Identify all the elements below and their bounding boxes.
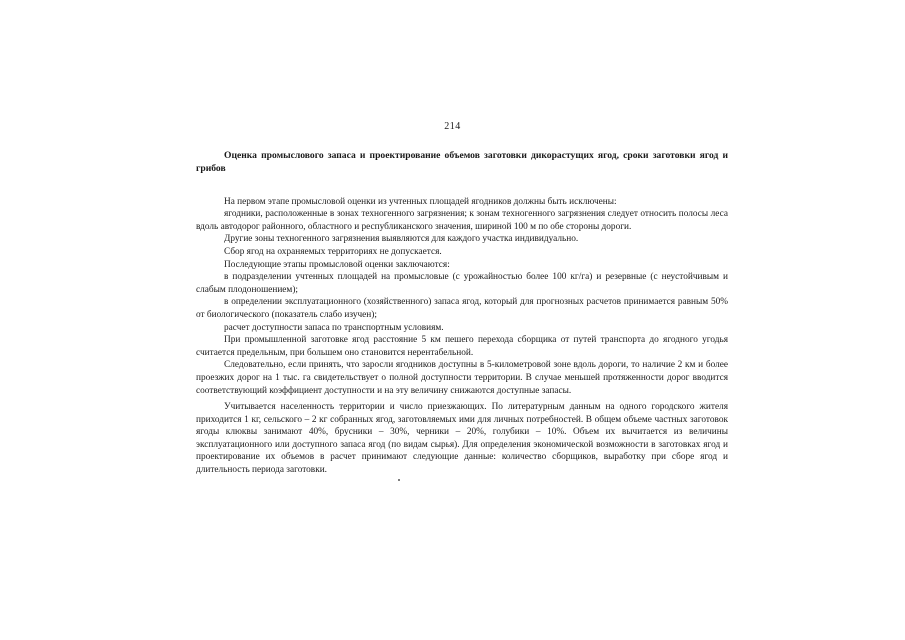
scan-speck [398, 479, 400, 481]
section-title: Оценка промыслового запаса и проектирование объемов заготовки дикорастущих ягод, сроки заготовки ягод и грибов [196, 150, 728, 174]
paragraph-4: Сбор ягод на охраняемых территориях не допускается. [224, 246, 442, 257]
paragraph-9: При промышленной заготовке ягод расстояние 5 км пешего перехода сборщика от путей транспорта до ягодного угодья считается предельным, при большем оно становится нерентабельной. [196, 335, 728, 358]
paragraph-11: Учитывается населенность территории и число приезжающих. По литературным данным на одного городского жителя приходится 1 кг, сельского – 2 кг собранных ягод, заготовляемых ими для личных потребностей. В общем объеме частных заготовок ягоды клюквы занимают 40%, брусники – 30%, черники – 20%, голубики – 10%. Объем их вычитается из величины эксплуатационного или доступного запаса ягод (по видам сырья). Для определения экономической возможности в заготовках ягод и проектирование их объемов в расчет принимают следующие данные: количество сборщиков, выработку при сборе ягод и длительность периода заготовки. [196, 402, 728, 476]
paragraph-5: Последующие этапы промысловой оценки заключаются: [224, 259, 450, 270]
paragraph-3: Другие зоны техногенного загрязнения выявляются для каждого участка индивидуально. [224, 234, 579, 245]
page-number: 214 [444, 121, 461, 132]
paragraph-6: в подразделении учтенных площадей на промысловые (с урожайностью более 100 кг/га) и резервные (с неустойчивым и слабым плодоношением); [196, 272, 728, 295]
paragraph-2: ягодники, расположенные в зонах техногенного загрязнения; к зонам техногенного загрязнения следует относить полосы леса вдоль автодорог районного, областного и республиканского значения, шириной 100 м по обе стороны дороги. [196, 209, 728, 232]
paragraph-7: в определении эксплуатационного (хозяйственного) запаса ягод, который для прогнозных расчетов принимается равным 50% от биологического (показатель слабо изучен); [196, 297, 728, 320]
paragraph-1: На первом этапе промысловой оценки из учтенных площадей ягодников должны быть исключены: [224, 196, 617, 207]
paragraph-10: Следовательно, если принять, что заросли ягодников доступны в 5-километровой зоне вдоль дороги, то наличие 2 км и более проезжих дорог на 1 тыс. га свидетельствует о полной доступности территории. В случае меньшей протяженности дорог вводится соответствующий коэффициент доступности и на эту величину снижаются доступные запасы. [196, 360, 728, 396]
paragraph-8: расчет доступности запаса по транспортным условиям. [224, 322, 444, 333]
document-body [196, 150, 728, 477]
